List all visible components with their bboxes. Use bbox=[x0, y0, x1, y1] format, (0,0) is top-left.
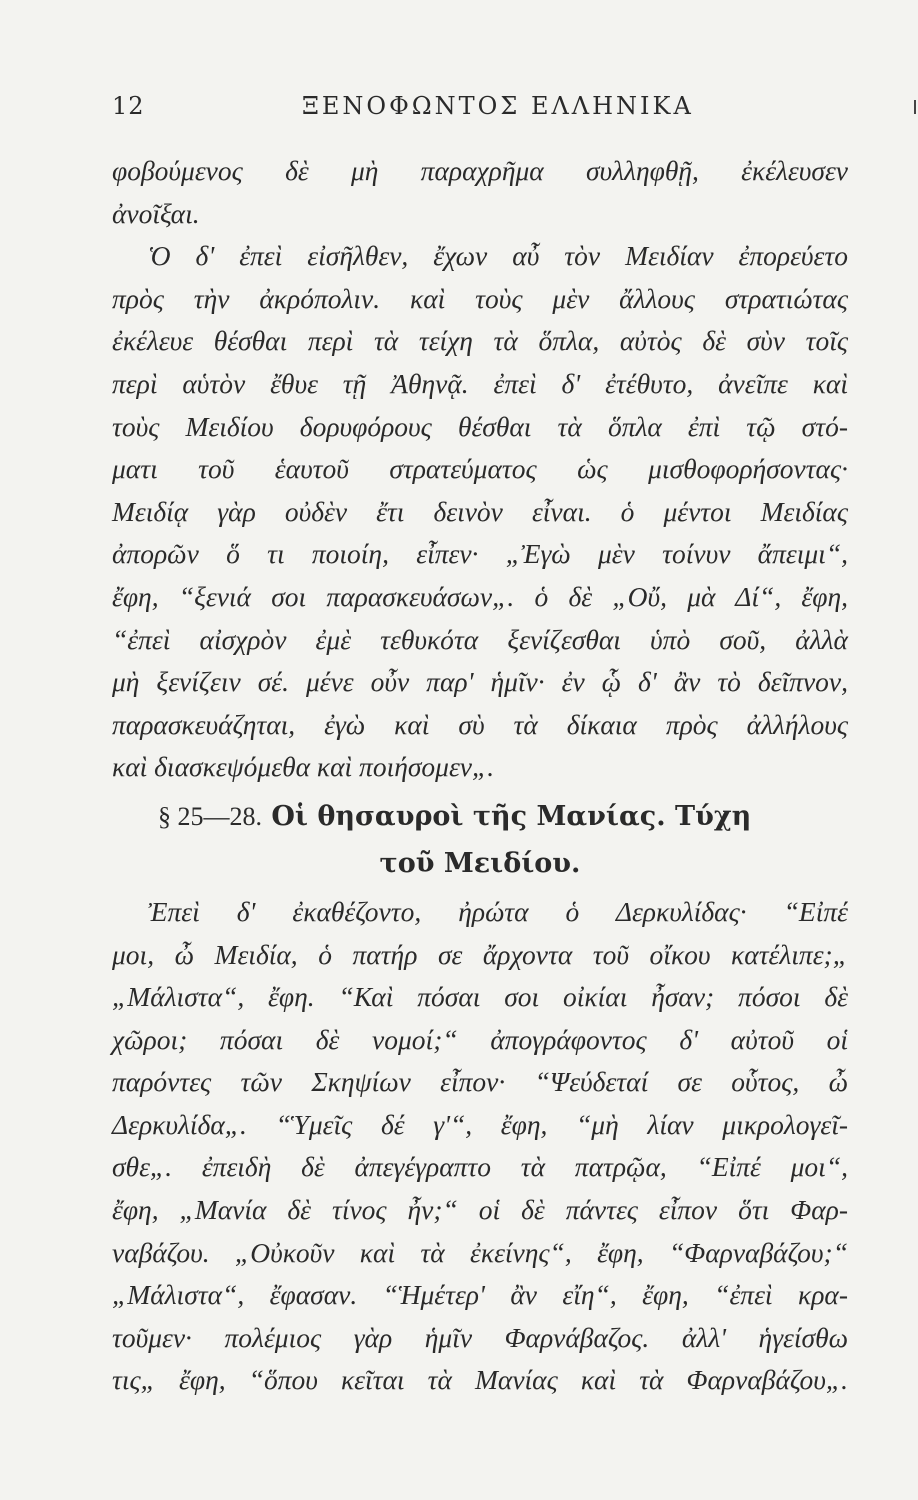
text-line: τοὺς Μειδίου δορυφόρους θέσθαι τὰ ὅπλα ἐπὶ τῷ στό- bbox=[112, 410, 848, 442]
text-line: Μειδίᾳ γὰρ οὐδὲν ἔτι δεινὸν εἶναι. ὁ μέντοι Μειδίας bbox=[112, 495, 848, 527]
body-text bbox=[112, 150, 848, 1402]
text-line: ναβάζου. „Οὐκοῦν καὶ τὰ ἐκείνης“, ἔφη, “Φαρναβάζου;“ bbox=[112, 1236, 848, 1268]
page-edge-mark bbox=[914, 100, 916, 114]
text-line: μοι, ὦ Μειδία, ὁ πατήρ σε ἄρχοντα τοῦ οἴκου κατέλιπε;„ bbox=[112, 938, 848, 970]
text-line: καὶ διασκεψόμεθα καὶ ποιήσομεν„. bbox=[112, 751, 495, 783]
text-line: τις„ ἔφη, “ὅπου κεῖται τὰ Μανίας καὶ τὰ Φαρναβάζου„. bbox=[112, 1364, 848, 1396]
text-line: παρασκευάζηται, ἐγὼ καὶ σὺ τὰ δίκαια πρὸς ἀλλήλους bbox=[112, 708, 848, 740]
text-line: περὶ αὑτὸν ἔθυε τῇ Ἀθηνᾷ. ἐπεὶ δ' ἐτέθυτο, ἀνεῖπε καὶ bbox=[112, 367, 848, 399]
text-line: ἔφη, „Μανία δὲ τίνος ἦν;“ οἱ δὲ πάντες εἶπον ὅτι Φαρ- bbox=[112, 1194, 848, 1226]
text-line: ματι τοῦ ἑαυτοῦ στρατεύματος ὡς μισθοφορήσοντας· bbox=[112, 453, 848, 485]
text-line: πρὸς τὴν ἀκρόπολιν. καὶ τοὺς μὲν ἄλλους στρατιώτας bbox=[112, 282, 848, 314]
text-line: παρόντες τῶν Σκηψίων εἶπον· “Ψεύδεταί σε οὗτος, ὦ bbox=[112, 1066, 848, 1098]
page-header bbox=[112, 92, 856, 126]
text-line: τοῦμεν· πολέμιος γὰρ ἡμῖν Φαρνάβαζος. ἀλλ' ἡγείσθω bbox=[112, 1321, 848, 1353]
text-line: μὴ ξενίζειν σέ. μένε οὖν παρ' ἡμῖν· ἐν ᾧ δ' ἂν τὸ δεῖπνον, bbox=[112, 666, 848, 698]
text-line: Ἐπεὶ δ' ἐκαθέζοντο, ἠρώτα ὁ Δερκυλίδας· “Εἰπέ bbox=[148, 895, 848, 927]
text-line: φοβούμενος δὲ μὴ παραχρῆμα συλληφθῇ, ἐκέλευσεν bbox=[112, 155, 848, 186]
section-heading bbox=[112, 793, 848, 840]
page-number: 12 bbox=[112, 92, 145, 120]
text-line: σθε„. ἐπειδὴ δὲ ἀπεγέγραπτο τὰ πατρῷα, “Εἰπέ μοι“, bbox=[112, 1151, 848, 1183]
section-number: § 25—28. bbox=[158, 801, 262, 831]
section-title-line1: Οἱ θησαυροὶ τῆς Μανίας. Τύχη bbox=[271, 800, 752, 832]
text-line: Δερκυλίδα„. “Ὑμεῖς δέ γ'“, ἔφη, “μὴ λίαν μικρολογεῖ- bbox=[112, 1108, 848, 1140]
text-line: Ὁ δ' ἐπεὶ εἰσῆλθεν, ἔχων αὖ τὸν Μειδίαν ἐπορεύετο bbox=[148, 240, 848, 272]
text-line: „Μάλιστα“, ἔφη. “Καὶ πόσαι σοι οἰκίαι ἦσαν; πόσοι δὲ bbox=[112, 981, 848, 1013]
text-line: ἀπορῶν ὅ τι ποιοίη, εἶπεν· „Ἐγὼ μὲν τοίνυν ἄπειμι“, bbox=[112, 538, 848, 570]
running-title: ΞΕΝΟΦΩΝΤΟΣ ΕΛΛΗΝΙΚΑ bbox=[302, 92, 694, 120]
text-line: ἐκέλευε θέσθαι περὶ τὰ τείχη τὰ ὅπλα, αὐτὸς δὲ σὺν τοῖς bbox=[112, 325, 848, 357]
section-title-line2: τοῦ Μειδίου. bbox=[379, 847, 581, 879]
text-line: ἔφη, “ξενιά σοι παρασκευάσων„. ὁ δὲ „Οὔ, μὰ Δί“, ἔφη, bbox=[112, 580, 848, 612]
text-line: „Μάλιστα“, ἔφασαν. “Ἡμέτερ' ἂν εἴη“, ἔφη, “ἐπεὶ κρα- bbox=[112, 1279, 848, 1311]
text-line: ἀνοῖξαι. bbox=[112, 197, 200, 229]
text-line: “ἐπεὶ αἰσχρὸν ἐμὲ τεθυκότα ξενίζεσθαι ὑπὸ σοῦ, ἀλλὰ bbox=[112, 623, 848, 655]
text-line: χῶροι; πόσαι δὲ νομοί;“ ἀπογράφοντος δ' αὐτοῦ οἱ bbox=[112, 1023, 848, 1055]
